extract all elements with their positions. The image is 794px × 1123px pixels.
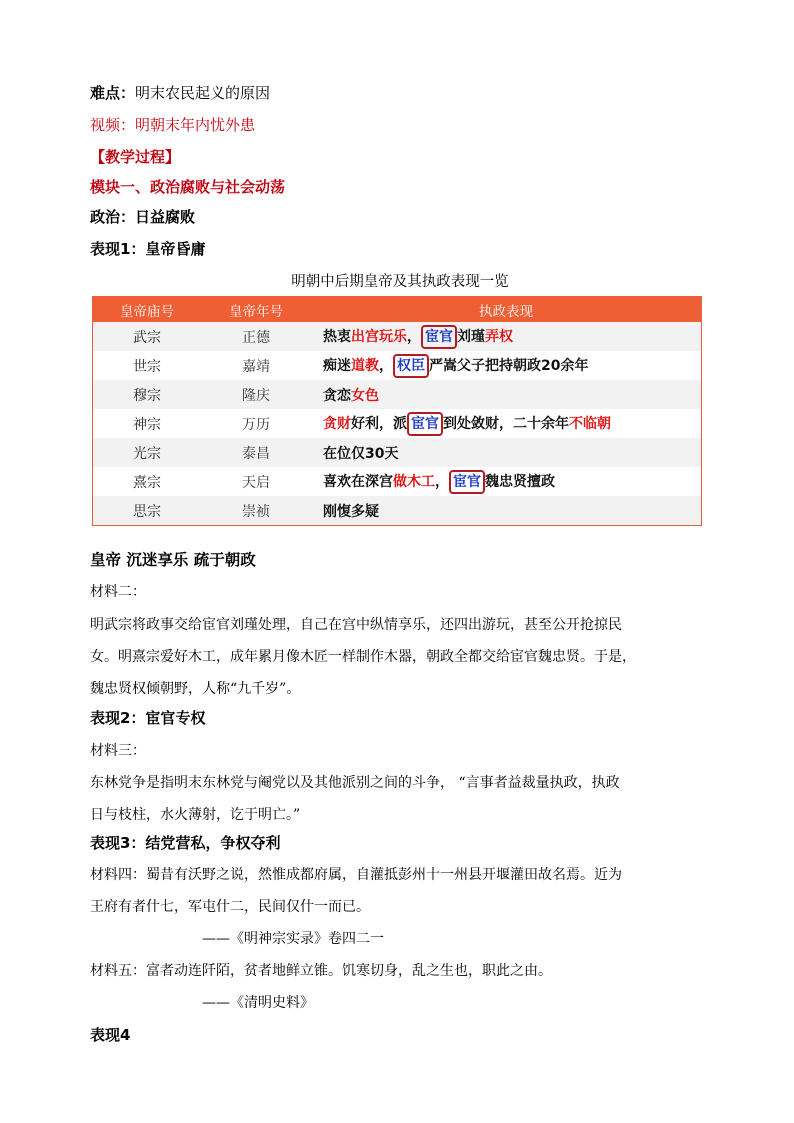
material3-line: 东林党争是指明末东林党与阉党以及其他派别之间的斗争， “言事者益裁量执政，执政	[90, 775, 620, 791]
header-era: 皇帝年号	[201, 297, 311, 323]
module-heading: 模块一、政治腐败与社会动荡	[90, 178, 286, 196]
temple-name-cell: 世宗	[133, 358, 161, 375]
performance-cell	[311, 438, 702, 467]
performance-cell	[311, 496, 702, 526]
perf3-heading: 表现3：结党营私，争权夺利	[90, 834, 281, 852]
performance-cell	[311, 467, 702, 496]
performance-highlight: 贪财	[323, 415, 351, 432]
table-caption: 明朝中后期皇帝及其执政表现一览	[291, 274, 509, 290]
boxed-term: 宦官	[407, 412, 443, 436]
performance-text: 喜欢在深宫	[323, 473, 393, 490]
performance-text: 刚愎多疑	[323, 503, 379, 520]
process-heading: 【教学过程】	[90, 148, 181, 166]
temple-name-cell: 光宗	[93, 438, 202, 467]
performance-text: 刘瑾	[457, 328, 485, 345]
performance-text: 魏忠贤擅政	[485, 473, 555, 490]
boxed-term: 宦官	[449, 470, 485, 494]
table-row	[93, 496, 702, 526]
temple-name-cell: 熹宗	[133, 474, 161, 491]
performance-cell	[311, 380, 702, 409]
material2-line: 魏忠贤权倾朝野，人称“九千岁”。	[90, 681, 301, 697]
performance-text: 严嵩父子把持朝政20余年	[429, 357, 589, 374]
table-row	[93, 380, 702, 409]
temple-name-cell: 穆宗	[93, 380, 202, 409]
era-name-cell: 天启	[242, 474, 270, 491]
difficulty-label: 难点：	[90, 84, 136, 102]
material2-line: 明武宗将政事交给宦官刘瑾处理，自己在宫中纵情享乐，还四出游玩，甚至公开抢掠民	[90, 617, 622, 633]
perf1-heading: 表现1：皇帝昏庸	[90, 240, 206, 258]
era-name-cell: 嘉靖	[242, 358, 270, 375]
difficulty-text: 明末农民起义的原因	[135, 84, 271, 102]
era-name-cell: 崇祯	[201, 496, 311, 526]
performance-cell	[311, 409, 702, 438]
era-name-cell: 正德	[201, 322, 311, 351]
video-line: 视频：明朝末年内忧外患	[90, 116, 256, 134]
temple-name-cell: 思宗	[93, 496, 202, 526]
performance-text: ，	[379, 357, 393, 374]
perf2-heading: 表现2：宦官专权	[90, 709, 206, 727]
performance-text: 热衷	[323, 328, 351, 345]
material2-line: 女。明熹宗爱好木工，成年累月像木匠一样制作木器，朝政全都交给宦官魏忠贤。于是，	[90, 649, 636, 665]
perf4-heading: 表现4	[90, 1026, 131, 1044]
performance-highlight: 出宫玩乐	[351, 328, 407, 345]
era-name-cell: 隆庆	[201, 380, 311, 409]
material3-line: 日与枝柱，水火薄射，讫于明亡。”	[90, 807, 301, 823]
table-row	[93, 438, 702, 467]
table-row	[93, 467, 702, 496]
performance-highlight: 道教	[351, 357, 379, 374]
table-row	[93, 409, 702, 438]
difficulty-line	[90, 82, 270, 103]
material2-label: 材料二：	[90, 584, 146, 600]
emperor-table	[92, 296, 702, 526]
performance-text: 贪恋	[323, 387, 351, 404]
politics-heading: 政治：日益腐败	[90, 208, 196, 226]
performance-highlight: 女色	[351, 387, 379, 404]
emperor-summary: 皇帝 沉迷享乐 疏于朝政	[90, 551, 256, 569]
era-name-cell: 万历	[242, 416, 270, 433]
performance-text: ，	[407, 328, 421, 345]
material5-source: ——《清明史料》	[202, 995, 314, 1011]
table-row	[93, 322, 702, 351]
performance-highlight: 做木工	[393, 473, 435, 490]
header-temple: 皇帝庙号	[93, 297, 202, 323]
header-performance: 执政表现	[311, 297, 702, 323]
temple-name-cell: 神宗	[133, 416, 161, 433]
performance-text: 痴迷	[323, 357, 351, 374]
performance-highlight: 不临朝	[569, 415, 611, 432]
performance-text: ，	[435, 473, 449, 490]
boxed-term: 宦官	[421, 325, 457, 349]
material5-line: 材料五：富者动连阡陌，贫者地鲜立锥。饥寒切身，乱之生也，职此之由。	[90, 963, 552, 979]
material4-source: ——《明神宗实录》卷四二一	[202, 931, 384, 947]
material3-label: 材料三：	[90, 743, 146, 759]
table-header-row	[93, 297, 702, 323]
performance-text: 好利，派	[351, 415, 407, 432]
performance-cell	[311, 351, 702, 380]
temple-name-cell: 武宗	[93, 322, 202, 351]
performance-text: 在位仅30天	[323, 445, 399, 462]
boxed-term: 权臣	[393, 354, 429, 378]
performance-text: 到处敛财，二十余年	[443, 415, 569, 432]
performance-cell	[311, 322, 702, 351]
performance-highlight: 弄权	[485, 328, 513, 345]
material4-line: 材料四：蜀昔有沃野之说，然惟成都府属，自灌抵彭州十一州县开堰灌田故名焉。近为	[90, 867, 622, 883]
era-name-cell: 泰昌	[201, 438, 311, 467]
material4-line: 王府有者什七，军屯什二，民间仅什一而已。	[90, 899, 370, 915]
table-row	[93, 351, 702, 380]
